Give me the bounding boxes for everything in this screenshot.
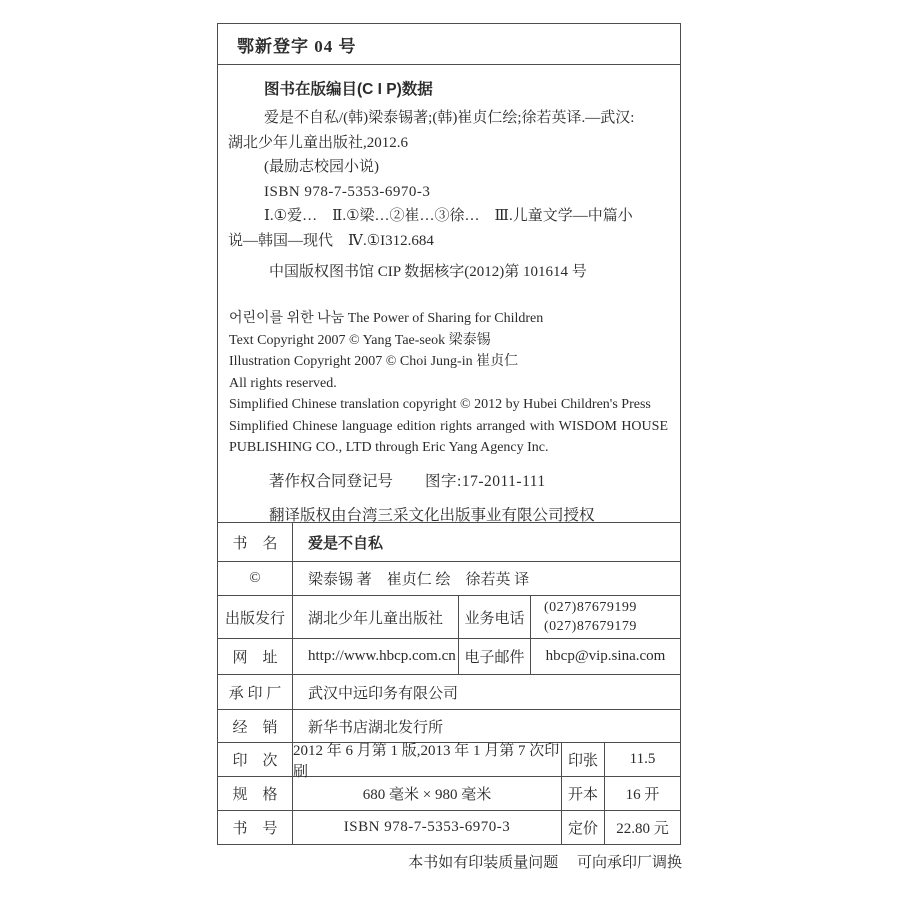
email-label: 电子邮件 — [458, 639, 530, 674]
cip-record-number: 中国版权图书馆 CIP 数据核字(2012)第 101614 号 — [269, 264, 587, 280]
registration-number: 鄂新登字 04 号 — [237, 36, 357, 56]
row-label: 经 销 — [232, 719, 278, 736]
phone-label: 业务电话 — [458, 596, 530, 638]
publisher-agency-line: PUBLISHING CO., LTD through Eric Yang Agency Inc. — [229, 440, 549, 455]
table-row-website — [218, 638, 680, 674]
row-label: 出版发行 — [224, 610, 285, 627]
book-title-value: 爱是不自私 — [292, 523, 680, 561]
table-row-credits — [218, 561, 680, 595]
phone-number-2: (027)87679179 — [544, 619, 637, 634]
row-label: 书 名 — [232, 535, 278, 552]
registration-number-box — [218, 24, 680, 65]
cip-isbn-line: ISBN 978-7-5353-6970-3 — [264, 183, 431, 200]
cip-section — [218, 77, 680, 526]
translation-copyright-line: Simplified Chinese translation copyright © 2012 by Hubei Children's Press — [229, 397, 651, 412]
format-value: 680 毫米 × 980 毫米 — [292, 777, 561, 810]
quality-exchange-note: 本书如有印装质量问题 可向承印厂调换 — [408, 855, 682, 871]
table-row-format — [218, 776, 680, 810]
rights-reserved-line: All rights reserved. — [229, 375, 337, 391]
website-value: http://www.hbcp.com.cn — [292, 639, 458, 674]
publication-info-table — [218, 522, 680, 844]
phone-values — [530, 596, 680, 638]
illustration-copyright-line: Illustration Copyright 2007 © Choi Jung-in 崔贞仁 — [229, 354, 519, 369]
table-row-book-title — [218, 523, 680, 561]
price-label: 定价 — [561, 811, 604, 844]
table-row-isbn — [218, 810, 680, 844]
cip-line: 湖北少年儿童出版社,2012.6 — [228, 134, 409, 151]
price-value: 22.80 元 — [604, 811, 680, 844]
cip-line: 爱是不自私/(韩)梁泰锡著;(韩)崔贞仁绘;徐若英译.—武汉: — [264, 110, 635, 126]
email-value: hbcp@vip.sina.com — [530, 639, 680, 674]
contract-registration-label: 著作权合同登记号 — [269, 472, 394, 490]
edition-rights-line: Simplified Chinese language edition rights arranged with WISDOM HOUSE — [229, 418, 668, 434]
authorization-line: 翻译版权由台湾三采文化出版事业有限公司授权 — [269, 506, 595, 524]
table-row-publisher — [218, 595, 680, 638]
copyright-symbol: © — [249, 570, 261, 586]
phone-number-1: (027)87679199 — [544, 600, 637, 615]
credits-value: 梁泰锡 著 崔贞仁 绘 徐若英 译 — [292, 562, 680, 595]
row-label: 网 址 — [232, 650, 278, 666]
cip-line: (最励志校园小说) — [264, 159, 379, 175]
contract-registration-value: 图字:17-2011-111 — [425, 472, 546, 490]
original-title-line: 어린이를 위한 나눔 The Power of Sharing for Children — [229, 311, 544, 326]
table-row-print-run — [218, 742, 680, 780]
row-label: 书 号 — [232, 821, 278, 837]
printer-value: 武汉中远印务有限公司 — [292, 675, 680, 709]
cip-classification-line: 说—韩国—现代 Ⅳ.①I312.684 — [228, 232, 434, 249]
cip-title: 图书在版编目(C I P)数据 — [264, 81, 433, 98]
sheets-value: 11.5 — [604, 743, 680, 776]
cip-classification-line: Ⅰ.①爱… Ⅱ.①梁…②崔…③徐… Ⅲ.儿童文学—中篇小 — [264, 208, 633, 224]
table-row-printer — [218, 674, 680, 709]
sheets-label: 印张 — [561, 743, 604, 776]
row-label: 印 次 — [232, 753, 278, 769]
folio-label: 开本 — [561, 777, 604, 810]
publisher-value: 湖北少年儿童出版社 — [292, 596, 458, 638]
contract-registration-line — [269, 471, 680, 492]
distributor-value: 新华书店湖北发行所 — [292, 710, 680, 742]
print-run-value: 2012 年 6 月第 1 版,2013 年 1 月第 7 次印刷 — [293, 742, 560, 780]
isbn-value: ISBN 978-7-5353-6970-3 — [292, 811, 561, 844]
folio-value: 16 开 — [604, 777, 680, 810]
row-label: 规 格 — [232, 787, 278, 803]
text-copyright-line: Text Copyright 2007 © Yang Tae-seok 梁泰锡 — [229, 332, 491, 348]
copyright-section — [229, 308, 668, 459]
row-label: 承 印 厂 — [228, 685, 282, 702]
table-row-distributor — [218, 709, 680, 742]
copyright-page — [217, 23, 681, 845]
